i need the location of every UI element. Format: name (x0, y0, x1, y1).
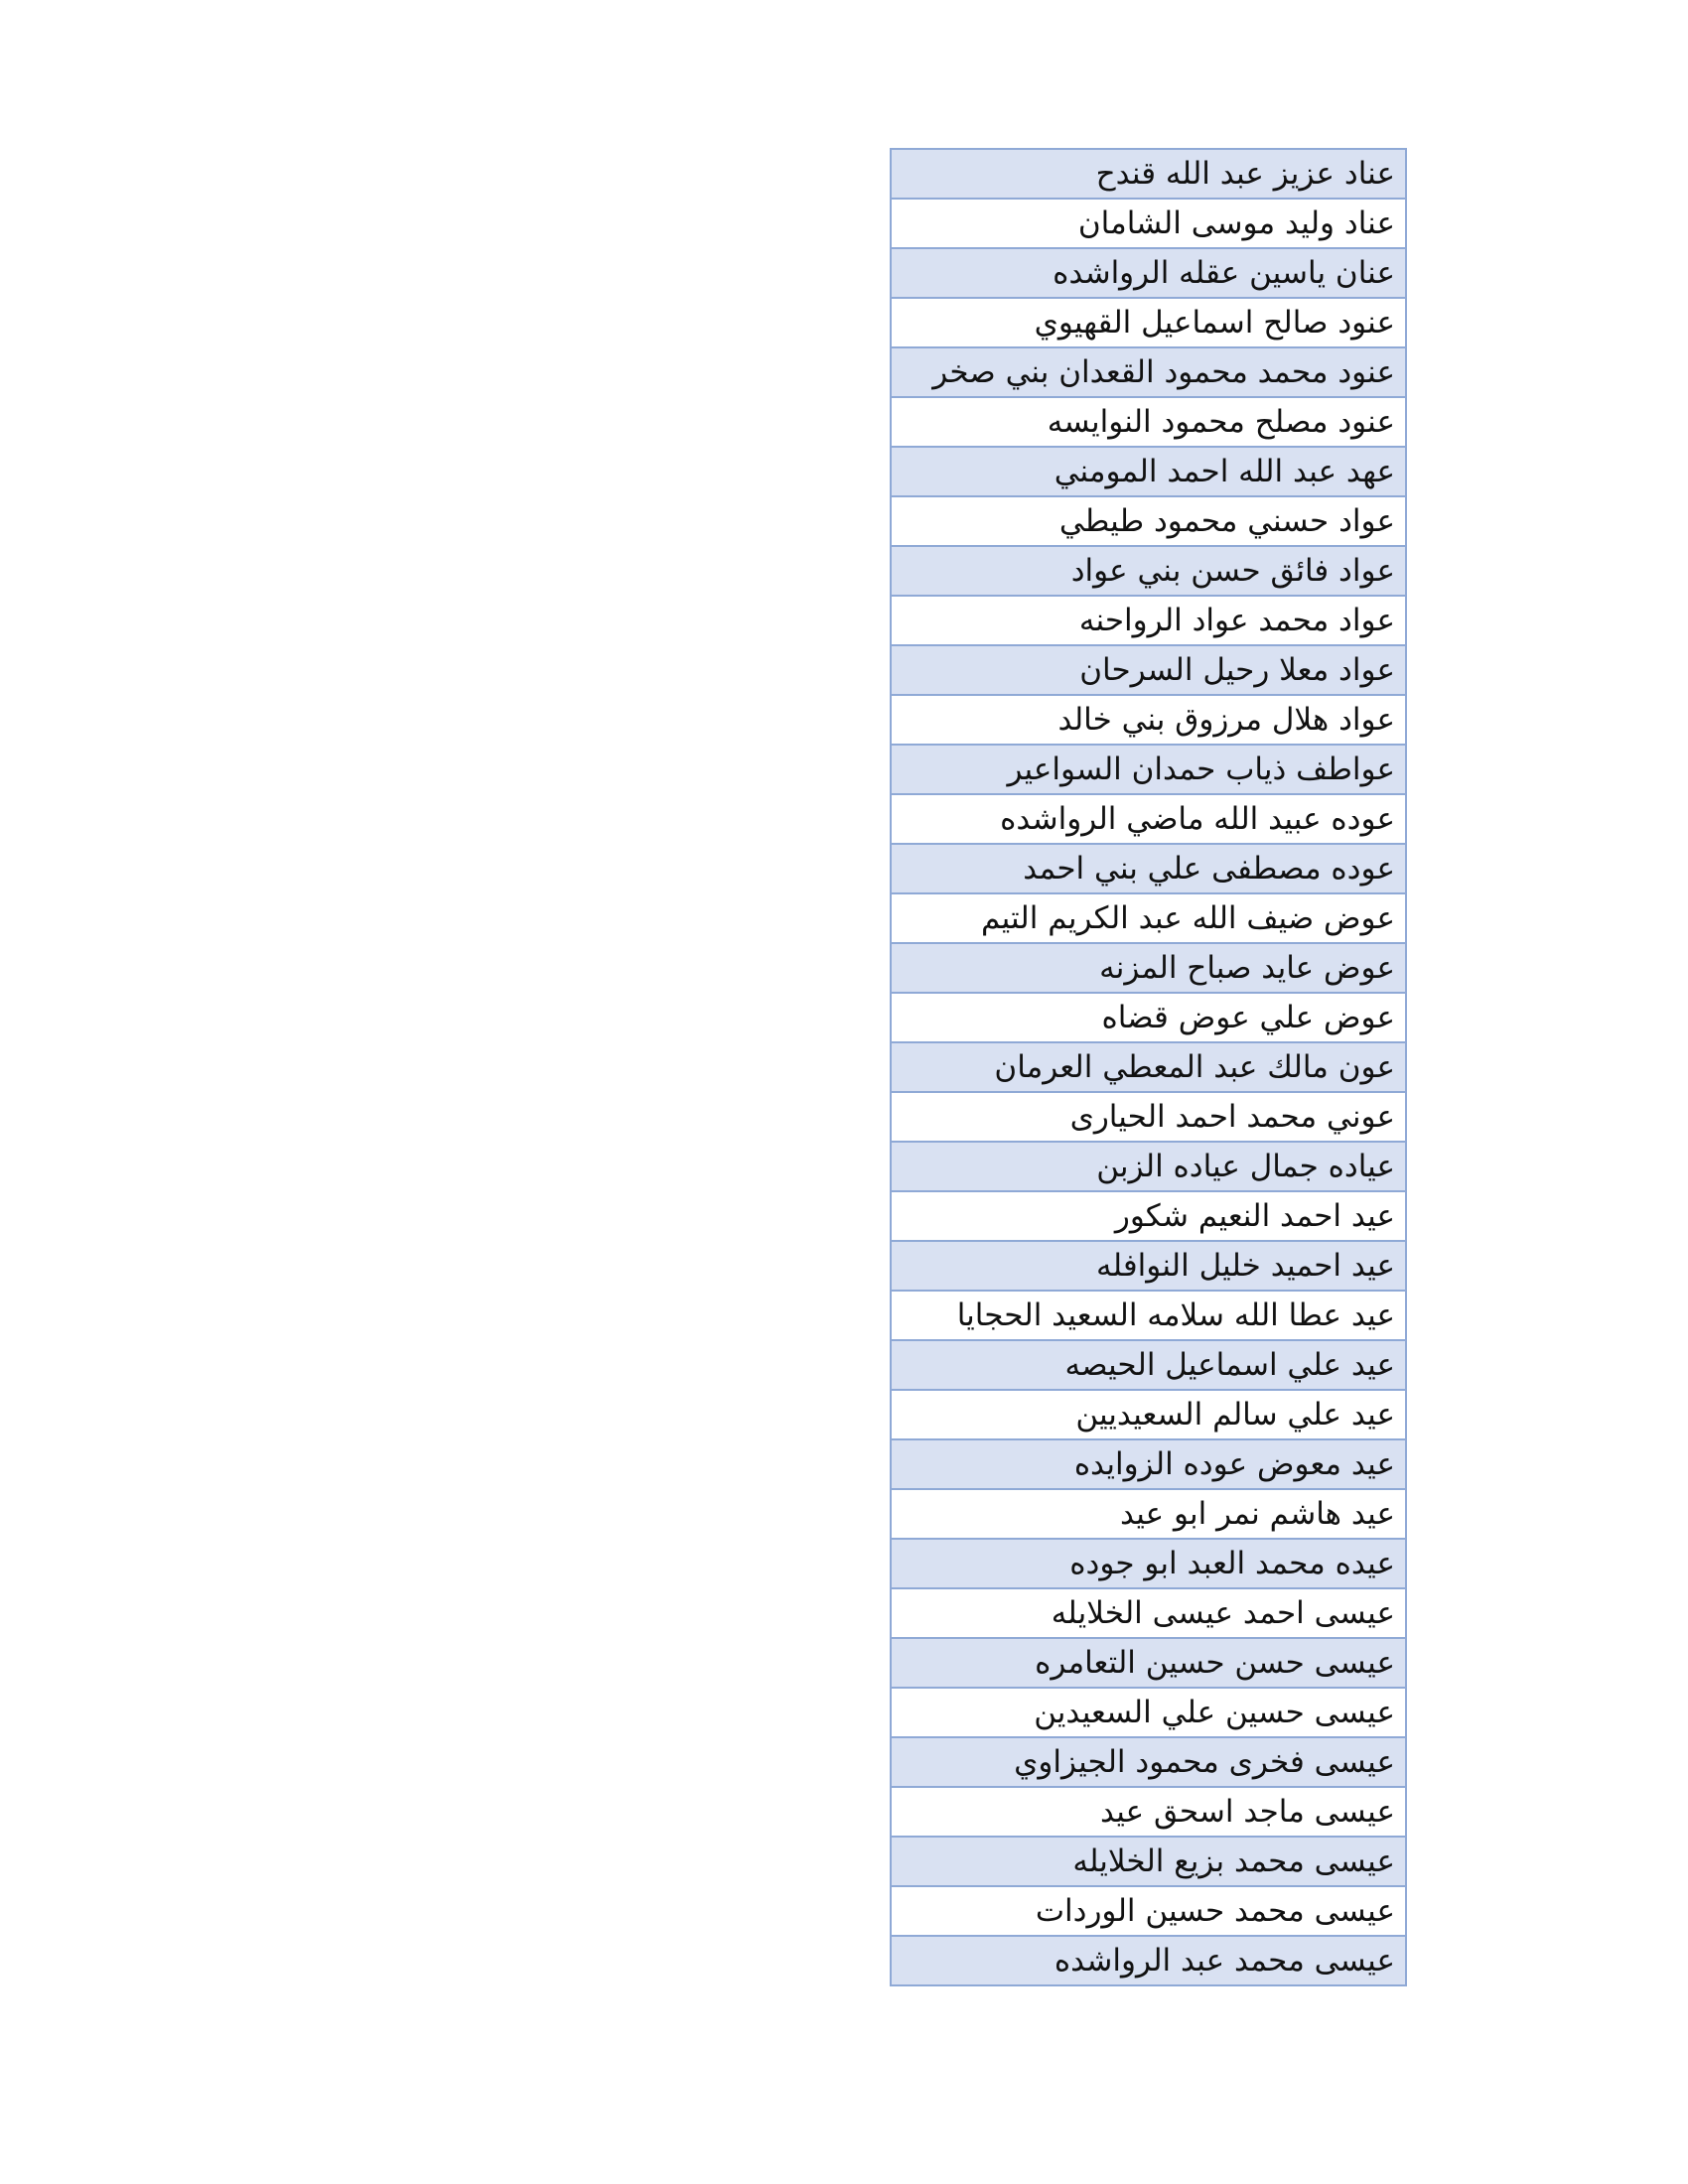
name-cell: عواد فائق حسن بني عواد (891, 546, 1406, 596)
table-row (891, 695, 1406, 745)
name-cell: عنود صالح اسماعيل القهيوي (891, 298, 1406, 347)
name-cell: عوني محمد احمد الحيارى (891, 1092, 1406, 1142)
table-row (891, 1489, 1406, 1539)
name-cell: عيسى محمد حسين الوردات (891, 1886, 1406, 1936)
name-cell: عياده جمال عياده الزبن (891, 1142, 1406, 1191)
name-cell: عنود مصلح محمود النوايسه (891, 397, 1406, 447)
table-row (891, 1688, 1406, 1737)
table-row (891, 645, 1406, 695)
name-cell: عواد حسني محمود طيطي (891, 496, 1406, 546)
table-row (891, 347, 1406, 397)
name-cell: عواد محمد عواد الرواحنه (891, 596, 1406, 645)
table-row (891, 1439, 1406, 1489)
name-cell: عنان ياسين عقله الرواشده (891, 248, 1406, 298)
table-row (891, 1886, 1406, 1936)
name-cell: عيسى محمد بزيع الخلايله (891, 1837, 1406, 1886)
table-row (891, 1291, 1406, 1340)
name-cell: عيسى فخرى محمود الجيزاوي (891, 1737, 1406, 1787)
name-cell: عيد هاشم نمر ابو عيد (891, 1489, 1406, 1539)
name-cell: عيد معوض عوده الزوايده (891, 1439, 1406, 1489)
name-cell: عوض علي عوض قضاه (891, 993, 1406, 1042)
table-row (891, 943, 1406, 993)
table-row (891, 546, 1406, 596)
name-cell: عوده عبيد الله ماضي الرواشده (891, 794, 1406, 844)
name-cell: عنود محمد محمود القعدان بني صخر (891, 347, 1406, 397)
table-row (891, 1737, 1406, 1787)
table-row (891, 1191, 1406, 1241)
name-cell: عيد احمد النعيم شكور (891, 1191, 1406, 1241)
name-cell: عوده مصطفى علي بني احمد (891, 844, 1406, 893)
name-cell: عيده محمد العبد ابو جوده (891, 1539, 1406, 1588)
name-cell: عيسى محمد عبد الرواشده (891, 1936, 1406, 1985)
name-cell: عواطف ذياب حمدان السواعير (891, 745, 1406, 794)
name-cell: عيسى حسن حسين التعامره (891, 1638, 1406, 1688)
table-row (891, 397, 1406, 447)
name-cell: عون مالك عبد المعطي العرمان (891, 1042, 1406, 1092)
table-row (891, 1142, 1406, 1191)
name-cell: عناد وليد موسى الشامان (891, 199, 1406, 248)
names-table (890, 148, 1407, 1986)
table-row (891, 1241, 1406, 1291)
table-row (891, 1638, 1406, 1688)
table-row (891, 1787, 1406, 1837)
table-row (891, 596, 1406, 645)
table-row (891, 1837, 1406, 1886)
table-row (891, 1042, 1406, 1092)
table-row (891, 1539, 1406, 1588)
name-cell: عيد علي اسماعيل الحيصه (891, 1340, 1406, 1390)
name-cell: عيد احميد خليل النوافله (891, 1241, 1406, 1291)
table-row (891, 298, 1406, 347)
table-row (891, 248, 1406, 298)
table-row (891, 745, 1406, 794)
table-row (891, 496, 1406, 546)
table-row (891, 993, 1406, 1042)
name-cell: عناد عزيز عبد الله قندح (891, 149, 1406, 199)
table-row (891, 149, 1406, 199)
names-table-body (891, 149, 1406, 1985)
table-row (891, 844, 1406, 893)
name-cell: عهد عبد الله احمد المومني (891, 447, 1406, 496)
table-row (891, 1340, 1406, 1390)
name-cell: عيسى ماجد اسحق عيد (891, 1787, 1406, 1837)
name-cell: عيسى حسين علي السعيدين (891, 1688, 1406, 1737)
name-cell: عيد علي سالم السعيديين (891, 1390, 1406, 1439)
table-row (891, 199, 1406, 248)
name-cell: عيد عطا الله سلامه السعيد الحجايا (891, 1291, 1406, 1340)
name-cell: عوض عايد صباح المزنه (891, 943, 1406, 993)
table-row (891, 1390, 1406, 1439)
table-row (891, 794, 1406, 844)
name-cell: عيسى احمد عيسى الخلايله (891, 1588, 1406, 1638)
name-cell: عوض ضيف الله عبد الكريم التيم (891, 893, 1406, 943)
table-row (891, 1936, 1406, 1985)
name-cell: عواد معلا رحيل السرحان (891, 645, 1406, 695)
table-row (891, 1588, 1406, 1638)
name-cell: عواد هلال مرزوق بني خالد (891, 695, 1406, 745)
table-row (891, 893, 1406, 943)
table-row (891, 447, 1406, 496)
table-row (891, 1092, 1406, 1142)
